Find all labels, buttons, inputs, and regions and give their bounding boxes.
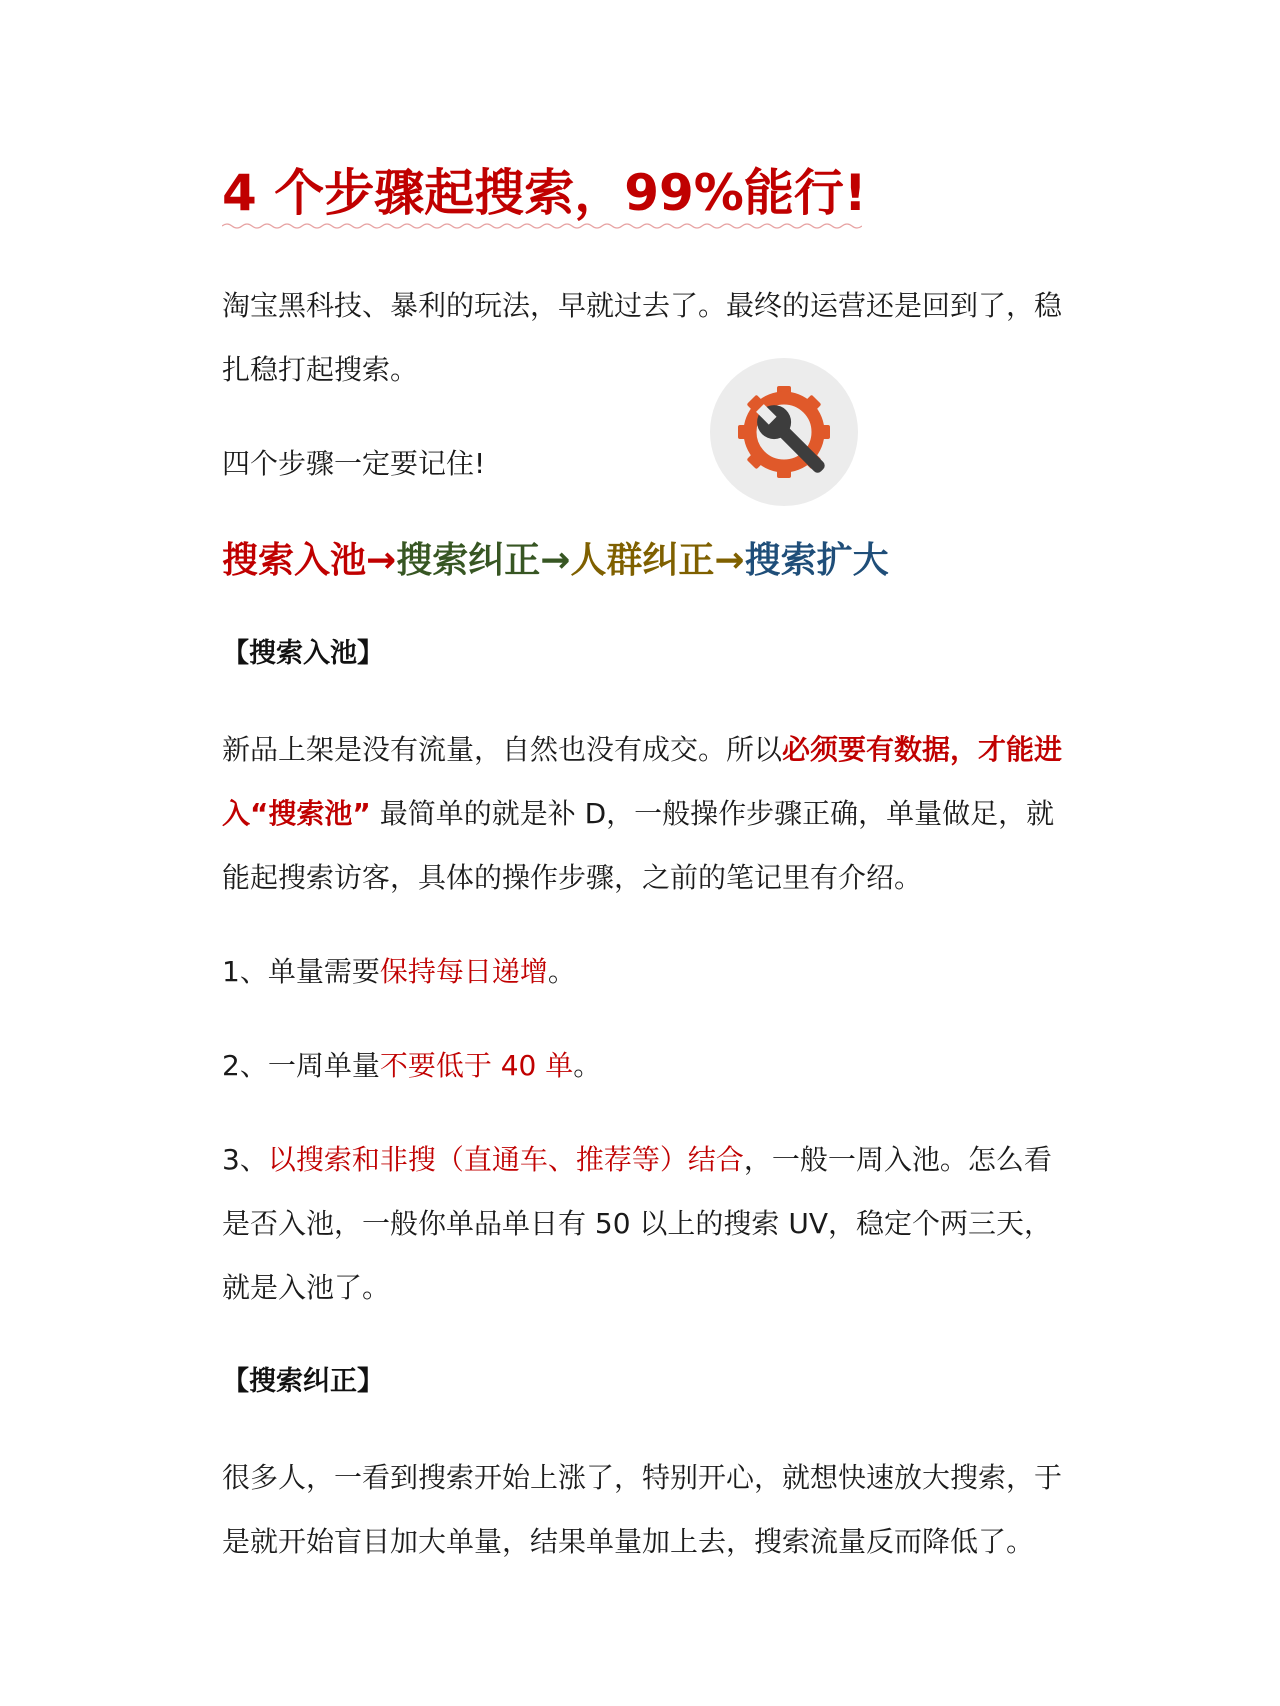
title-wavy-underline bbox=[222, 222, 862, 230]
section1-para-line-1-text: 新品上架是没有流量，自然也没有成交。所以 bbox=[222, 733, 783, 766]
step-flow bbox=[222, 536, 889, 586]
list-item-3 bbox=[222, 1128, 1052, 1192]
section1-para-line-1-emphasis: 必须要有数据，才能进 bbox=[782, 733, 1063, 766]
list-item-3-prefix: 3、 bbox=[222, 1143, 268, 1176]
section-heading-search-correction: 【搜索纠正】 bbox=[222, 1366, 384, 1397]
flow-step-search-correction: 搜索纠正 bbox=[396, 540, 541, 581]
section1-para-line-2 bbox=[222, 782, 1054, 846]
section1-para-line-1 bbox=[222, 718, 1062, 782]
intro-line-1: 淘宝黑科技、暴利的玩法，早就过去了。最终的运营还是回到了，稳 bbox=[222, 289, 1063, 322]
section2-line-1: 很多人，一看到搜索开始上涨了，特别开心，就想快速放大搜索，于 bbox=[222, 1461, 1063, 1494]
flow-arrow-3: → bbox=[714, 540, 745, 581]
section1-para-line-2-emphasis: 入“搜索池” bbox=[222, 797, 371, 830]
flow-step-search-expand: 搜索扩大 bbox=[744, 540, 889, 581]
list-item-3-line-2: 是否入池，一般你单品单日有 50 以上的搜索 UV，稳定个两三天， bbox=[222, 1207, 1052, 1240]
list-item-3-highlight: 以搜索和非搜（直通车、推荐等）结合 bbox=[267, 1143, 744, 1176]
list-item-1-suffix: 。 bbox=[547, 955, 576, 988]
page-title: 4 个步骤起搜索，99%能行! bbox=[222, 164, 867, 222]
reminder-text: 四个步骤一定要记住! bbox=[222, 447, 486, 480]
list-item-1-highlight: 保持每日递增 bbox=[379, 955, 548, 988]
flow-arrow-1: → bbox=[366, 540, 397, 581]
list-item-2 bbox=[222, 1034, 601, 1098]
section-heading-search-pool: 【搜索入池】 bbox=[222, 638, 384, 669]
section1-para-line-3: 能起搜索访客，具体的操作步骤，之前的笔记里有介绍。 bbox=[222, 861, 923, 894]
intro-line-2: 扎稳打起搜索。 bbox=[222, 353, 419, 386]
list-item-3-line-3: 就是入池了。 bbox=[222, 1271, 391, 1304]
section1-para-line-2-text: 最简单的就是补 D，一般操作步骤正确，单量做足，就 bbox=[379, 797, 1055, 830]
list-item-2-suffix: 。 bbox=[573, 1049, 602, 1082]
list-item-1-prefix: 1、单量需要 bbox=[222, 955, 380, 988]
flow-step-search-pool: 搜索入池 bbox=[222, 540, 367, 581]
list-item-1 bbox=[222, 940, 576, 1004]
list-item-2-highlight: 不要低于 40 单 bbox=[379, 1049, 574, 1082]
flow-arrow-2: → bbox=[540, 540, 571, 581]
list-item-2-prefix: 2、一周单量 bbox=[222, 1049, 380, 1082]
gear-wrench-icon bbox=[710, 358, 858, 506]
flow-step-crowd-correction: 人群纠正 bbox=[570, 540, 715, 581]
list-item-3-suffix: ，一般一周入池。怎么看 bbox=[743, 1143, 1052, 1176]
section2-line-2: 是就开始盲目加大单量，结果单量加上去，搜索流量反而降低了。 bbox=[222, 1525, 1035, 1558]
